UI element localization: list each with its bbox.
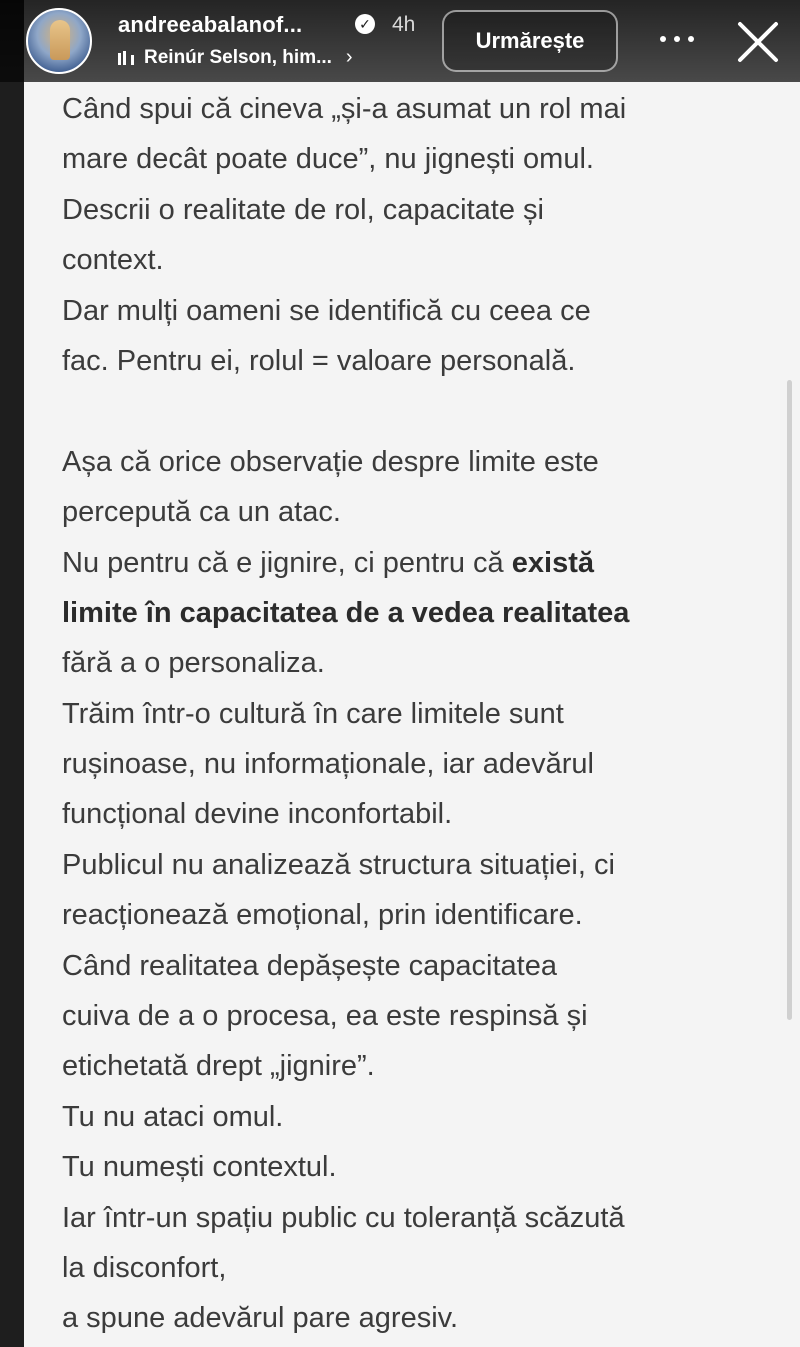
username[interactable]: andreeabalanof... (118, 12, 303, 37)
text-line: Descrii o realitate de rol, capacitate și (62, 193, 544, 226)
text-line: context. (62, 244, 164, 277)
text-line: fac. Pentru ei, rolul = valoare personală. (62, 344, 576, 377)
text-line: fără a o personaliza. (62, 647, 325, 680)
music-bars-icon (118, 51, 134, 65)
text-line: percepută ca un atac. (62, 496, 341, 529)
paragraph-break (62, 386, 762, 436)
scrollbar[interactable] (787, 380, 792, 1020)
text-line: Tu numești contextul. (62, 1151, 337, 1184)
more-options-icon[interactable] (660, 24, 694, 54)
post-time: 4h (392, 13, 416, 36)
music-title: Reinúr Selson, him... (144, 46, 332, 68)
text-line (62, 538, 762, 588)
text-line: Tu nu ataci omul. (62, 1100, 284, 1133)
music-link[interactable] (118, 46, 353, 69)
text-line: etichetată drept „jignire”. (62, 1050, 375, 1083)
verified-badge-icon: ✓ (355, 14, 375, 34)
text-line: Publicul nu analizează structura situației, ci (62, 848, 615, 881)
text-line: Trăim într-o cultură în care limitele sunt (62, 697, 564, 730)
chevron-right-icon: › (345, 46, 353, 68)
left-edge (0, 82, 24, 1347)
bold-text-line: limite în capacitatea de a vedea realitatea (62, 596, 630, 629)
close-icon[interactable] (734, 18, 782, 66)
bold-text: există (511, 546, 594, 579)
story-text (62, 84, 762, 1344)
avatar[interactable] (26, 8, 92, 74)
text-line: Dar mulți oameni se identifică cu ceea ce (62, 294, 591, 327)
text-line: Când spui că cineva „și-a asumat un rol mai (62, 93, 627, 125)
text-line: funcțional devine inconfortabil. (62, 798, 453, 831)
text-line: Așa că orice observație despre limite este (62, 445, 599, 478)
text-line: la disconfort, (62, 1251, 227, 1284)
text-line: a spune adevărul pare agresiv. (62, 1302, 459, 1335)
text-line: mare decât poate duce”, nu jignești omul. (62, 143, 594, 176)
text-line: reacționează emoțional, prin identificare. (62, 899, 583, 932)
text-line-start: Nu pentru că e jignire, ci pentru că (62, 546, 504, 579)
text-line: Iar într-un spațiu public cu toleranță scăzută (62, 1201, 625, 1234)
text-line: Când realitatea depășește capacitatea (62, 949, 557, 982)
text-line: rușinoase, nu informaționale, iar adevărul (62, 748, 594, 781)
avatar-image (50, 20, 70, 60)
follow-button[interactable]: Urmărește (442, 10, 618, 72)
text-line: cuiva de a o procesa, ea este respinsă și (62, 1000, 588, 1033)
story-header (0, 0, 800, 82)
